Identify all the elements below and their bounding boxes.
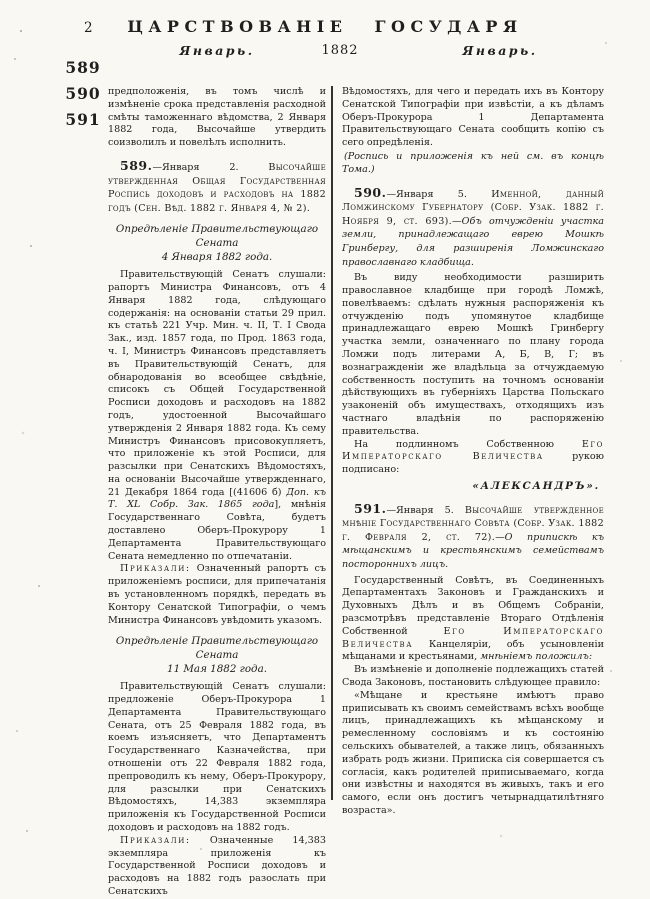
imperial-decree-paragraph: Въ виду необходимости разширить православное кладбище при городѣ Ломжѣ, повелѣваемъ: сдѣлать нужныя распоряженія къ отчужденію подъ упомянутое кладбище принадлежащаго еврею Мошкѣ Гринбергу участка земли, означеннаго по плану города Ломжи подъ литерами А, Б, В, Г; въ вознагражденіи же владѣльца за отчуждаемую собственность поступить на точномъ основаніи дѣйствующихъ въ губерніяхъ Царства Польскаго узаконеній объ имуществахъ, отходящихъ изъ частнаго владѣнія по распоряженію правительства. bbox=[342, 272, 604, 437]
entry-590-heading bbox=[342, 186, 604, 270]
prikazali-text-1: Означенный рапортъ съ приложеніемъ росписи, для припечатанія въ установленномъ порядкѣ, передать въ Контору Сенатской Типографіи, о чемъ Министра Финансовъ увѣдомить указомъ. bbox=[108, 563, 326, 626]
prikazali-paragraph-2 bbox=[108, 835, 326, 899]
rapport-text: Правительствующій Сенатъ слушали: рапортъ Министра Финансовъ, отъ 4 Января 1882 года, слѣдующаго содержанія: на основаніи статьи 29 прил. къ статьѣ 221 Учр. Мин. ч. II, Т. I Свода Зак., изд. 1857 года, по Прод. 1863 года, ч. I, Министръ Финансовъ представляетъ въ Правительствующій Сенатъ, для обнародованія во всеобщее свѣдѣніе, списокъ съ Общей Государственной Росписи доходовъ и расходовъ на 1882 годъ, удостоенной Высочайшаго утвержденія 2 Января 1882 года. Къ сему Министръ Финансовъ присовокупляетъ, что приложеніе къ этой Росписи, для разсылки при Сенатскихъ Вѣдомостяхъ, на основаніи Высочайше утвержденнаго, 21 Декабря 1864 года [(41606 б) bbox=[108, 269, 326, 498]
rapport-paragraph bbox=[108, 269, 326, 563]
entry-590-number: 590. bbox=[354, 184, 387, 200]
continuation-paragraph-right: Вѣдомостяхъ, для чего и передать ихъ въ Контору Сенатской Типографіи при извѣстіи, а къ дѣламъ Оберъ-Прокурора 1 Департамента Правительствующаго Сената сообщить копію съ сего опредѣленія. bbox=[342, 86, 604, 149]
senate-ruling-heading-2 bbox=[108, 635, 326, 676]
entry-591-date: —Января 5. bbox=[386, 504, 465, 516]
entry-591-heading bbox=[342, 502, 604, 572]
margin-entry-numbers bbox=[60, 55, 106, 133]
margin-entry-number-591: 591 bbox=[65, 110, 101, 129]
margin-entry-number-590: 590 bbox=[65, 84, 101, 103]
left-column bbox=[108, 86, 326, 899]
entry-590-subtitle: —Объ отчужденіи участка земли, принадлежащаго еврею Мошкѣ Гринбергу, для разширенія Ломжинскаго православнаго кладбища. bbox=[342, 215, 604, 268]
page-title: ЦАРСТВОВАНІЕ ГОСУДАРЯ bbox=[127, 17, 523, 36]
council-text: Государственный Совѣтъ, въ Соединенныхъ Департаментахъ Законовъ и Гражданскихъ и Духовныхъ Дѣлъ и въ Общемъ Собраніи, разсмотрѣвъ представленіе Втораго Отдѣленія Собственной bbox=[342, 574, 604, 637]
continuation-paragraph: предположенія, въ томъ числѣ и измѣненіе срока представленія расходной смѣты таможеннаго вѣдомства, 2 Января 1882 года, Высочайше утвердить соизволилъ и повелѣлъ исполнить. bbox=[108, 86, 326, 149]
rapport-citation-italic: Доп. къ Т. XL Собр. Зак. 1865 года bbox=[108, 486, 326, 511]
rule-intro-paragraph: Въ измѣненіе и дополненіе подлежащихъ статей Свода Законовъ, постановить слѣдующее правило: bbox=[342, 664, 604, 689]
entry-589-date: —Января 2. bbox=[152, 161, 269, 173]
rapport-text-end: ], мнѣнія Государственнаго Совѣта, будетъ доставлено Оберъ-Прокурору 1 Департамента Правительствующаго Сената немедленно по отпечатаніи. bbox=[108, 499, 326, 562]
entry-589-heading bbox=[108, 159, 326, 215]
running-head-month-right: Январь. bbox=[462, 43, 538, 58]
council-resolution-italic: мнѣніемъ положилъ: bbox=[480, 651, 593, 663]
senate-ruling-heading-1 bbox=[108, 223, 326, 264]
rule-paragraph: «Мѣщане и крестьяне имѣютъ право приписывать къ своимъ семействамъ всѣхъ вообще лицъ, принадлежащихъ къ мѣщанскому и ремесленному сословіямъ и къ состоянію сельскихъ обывателей, а также лицъ, обязанныхъ избрать родъ жизни. Приписка сія совершается съ согласія, какъ родителей приписываемаго, когда они извѣстны и находятся въ живыхъ, такъ и его самого, если онъ достигъ четырнадцатилѣтняго возраста». bbox=[342, 689, 604, 816]
senate-ruling-heading-2-line1: Опредѣленіе Правительствующаго Сената bbox=[115, 635, 319, 662]
entry-590-date: —Января 5. bbox=[386, 188, 492, 200]
running-head-month-left: Январь. bbox=[179, 43, 255, 58]
signature-line-post: рукою подписано: bbox=[342, 451, 604, 476]
entry-590-title: Именной, данный Ломжинскому Губернатору (Собр. Узак. 1882 г. Ноября 9, ст. 693). bbox=[342, 188, 604, 227]
entry-589-number: 589. bbox=[120, 157, 153, 173]
parenthetical-note: (Роспись и приложенія къ ней см. въ концѣ Тома.) bbox=[342, 150, 604, 175]
signature-line bbox=[342, 439, 604, 477]
senate-ruling-heading-2-line2: 11 Мая 1882 года. bbox=[167, 662, 267, 675]
proposal-paragraph: Правительствующій Сенатъ слушали: предложеніе Оберъ-Прокурора 1 Департамента Правительствующаго Сената, отъ 25 Февраля 1882 года, въ коемъ изъясняетъ, что Департаментъ Государственнаго Казначейства, при отношеніи отъ 22 Февраля 1882 года, препроводилъ къ нему, Оберъ-Прокурору, для разсылки при Сенатскихъ Вѣдомостяхъ, 14,383 экземпляра приложенія къ Государственной Росписи доходовъ и расходовъ на 1882 годъ. bbox=[108, 681, 326, 833]
margin-entry-number-589: 589 bbox=[65, 58, 101, 77]
prikazali-label-2: Приказали: bbox=[120, 834, 191, 846]
running-head-year: 1882 bbox=[321, 43, 359, 58]
right-column bbox=[342, 86, 604, 818]
entry-591-number: 591. bbox=[354, 500, 387, 516]
signature-line-majesty: Его Императорскаго Величества bbox=[342, 438, 604, 463]
senate-ruling-heading-1-line1: Опредѣленіе Правительствующаго Сената bbox=[115, 223, 319, 249]
prikazali-text-2: Означенные 14,383 экземпляра приложенія къ Государственной Росписи доходовъ и расходовъ на 1882 годъ разослать при Сенатскихъ bbox=[108, 834, 326, 897]
page-number: 2 bbox=[84, 20, 93, 36]
entry-591-title: Высочайше утвержденное мнѣніе Государственнаго Совѣта (Собр. Узак. 1882 г. Февраля 2, ст. 72). bbox=[342, 504, 604, 543]
council-majesty: Его Императорскаго Величества bbox=[342, 625, 604, 650]
senate-ruling-heading-1-line2: 4 Января 1882 года. bbox=[161, 250, 273, 263]
signature-line-pre: На подлинномъ Собственною bbox=[354, 438, 582, 450]
council-paragraph bbox=[342, 575, 604, 665]
signature-name: «АЛЕКСАНДРЪ». bbox=[472, 479, 600, 492]
council-text-mid: Канцеляріи, объ усыновленіи мѣщанами и крестьянами, bbox=[342, 638, 604, 663]
entry-591-subtitle: —О припискѣ къ мѣщанскимъ и крестьянскимъ семействамъ постороннихъ лицъ. bbox=[342, 531, 605, 571]
prikazali-label-1: Приказали: bbox=[120, 563, 191, 575]
prikazali-paragraph-1 bbox=[108, 563, 326, 627]
column-divider-rule bbox=[331, 86, 333, 800]
entry-589-title: Высочайше утвержденная Общая Государственная Роспись доходовъ и расходовъ на 1882 годъ (Сен. Вѣд. 1882 г. Января 4, № 2). bbox=[108, 161, 326, 214]
